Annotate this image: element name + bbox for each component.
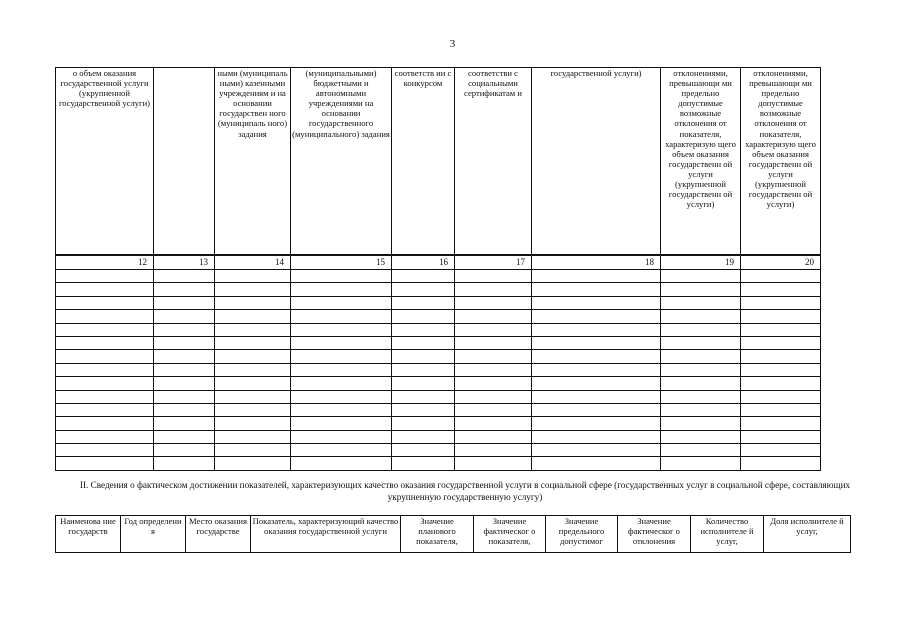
table-row [56,336,821,349]
empty-cell [741,336,821,349]
empty-cell [455,403,532,416]
empty-cell [56,310,154,323]
empty-cell [56,417,154,430]
empty-cell [741,377,821,390]
empty-cell [455,350,532,363]
empty-cell [154,270,215,283]
empty-cell [291,350,392,363]
empty-cell [56,430,154,443]
header-cell-20: отклонениями, превышающи ми предельно допустимые возможные отклонения от показателя, характеризую щего объем оказания государственн ой услуги (укрупненной государственн ой услуги) [741,68,821,256]
header-limit-value: Значение предельного допустимог [546,516,618,553]
empty-cell [392,336,455,349]
empty-cell [532,377,661,390]
empty-cell [56,336,154,349]
empty-cell [661,296,741,309]
empty-cell [56,390,154,403]
empty-cell [455,270,532,283]
table-row [56,283,821,296]
empty-cell [532,390,661,403]
empty-cell [741,270,821,283]
header-cell-12: о объем оказания государственной услуги (укрупненной государственной услуги) [56,68,154,256]
column-number: 16 [392,255,455,270]
empty-cell [661,430,741,443]
empty-cell [291,417,392,430]
table-row [56,390,821,403]
empty-cell [215,336,291,349]
table-row [56,363,821,376]
empty-cell [455,296,532,309]
column-number: 14 [215,255,291,270]
column-number: 20 [741,255,821,270]
empty-cell [392,350,455,363]
empty-cell [215,417,291,430]
empty-cell [215,270,291,283]
empty-cell [661,390,741,403]
table-row [56,350,821,363]
table-row [56,444,821,457]
table2-header-row [56,516,851,553]
quality-indicators-table [55,515,851,553]
empty-cell [741,323,821,336]
empty-cell [392,430,455,443]
empty-cell [56,363,154,376]
empty-cell [661,310,741,323]
empty-cell [455,363,532,376]
header-cell-18: государственной услуги) [532,68,661,256]
empty-cell [154,336,215,349]
empty-cell [154,377,215,390]
empty-cell [215,430,291,443]
volume-indicators-table [55,67,821,471]
header-actual-value: Значение фактическог о показателя, [474,516,546,553]
empty-cell [215,323,291,336]
empty-cell [661,336,741,349]
empty-cell [56,283,154,296]
page-number: 3 [449,38,456,50]
header-year: Год определени я [121,516,186,553]
column-number: 19 [661,255,741,270]
header-cell-16: соответств ии с конкурсом [392,68,455,256]
table1-header-row [56,68,821,256]
empty-cell [215,403,291,416]
empty-cell [392,296,455,309]
empty-cell [455,336,532,349]
empty-cell [154,390,215,403]
empty-cell [661,417,741,430]
empty-cell [56,323,154,336]
header-planned-value: Значение планового показателя, [401,516,474,553]
empty-cell [741,430,821,443]
empty-cell [154,323,215,336]
table-row [56,403,821,416]
empty-cell [661,444,741,457]
empty-cell [532,336,661,349]
empty-cell [455,444,532,457]
empty-cell [392,323,455,336]
header-cell-15: (муниципальными) бюджетными и автономными учреждениями на основании государственного (муниципального) задания [291,68,392,256]
empty-cell [291,444,392,457]
empty-cell [661,350,741,363]
empty-cell [741,390,821,403]
header-cell-14: ными (муниципаль ными) казенными учреждениям и на основании государствен ного (муниципаль ного) задания [215,68,291,256]
empty-cell [291,336,392,349]
header-cell-13 [154,68,215,256]
empty-cell [455,457,532,470]
empty-cell [291,430,392,443]
empty-cell [455,390,532,403]
header-service-name: Наименова ние государств [56,516,121,553]
empty-cell [661,283,741,296]
header-place: Место оказания государстве [186,516,251,553]
empty-cell [215,350,291,363]
empty-cell [532,444,661,457]
empty-cell [392,417,455,430]
empty-cell [392,403,455,416]
empty-cell [532,296,661,309]
empty-cell [291,270,392,283]
empty-cell [154,363,215,376]
empty-cell [154,403,215,416]
empty-cell [741,310,821,323]
empty-cell [392,457,455,470]
empty-cell [291,296,392,309]
table-row [56,323,821,336]
empty-cell [532,283,661,296]
empty-cell [661,457,741,470]
table-row [56,430,821,443]
empty-cell [741,296,821,309]
header-executors-count: Количество исполнителе й услуг, [691,516,764,553]
empty-cell [661,377,741,390]
table-row [56,457,821,470]
empty-cell [532,417,661,430]
empty-cell [532,457,661,470]
empty-cell [154,283,215,296]
empty-cell [392,363,455,376]
empty-cell [392,283,455,296]
table-row [56,310,821,323]
empty-cell [154,296,215,309]
header-executors-share: Доля исполнителе й услуг, [764,516,851,553]
empty-cell [56,377,154,390]
column-number: 17 [455,255,532,270]
empty-cell [661,363,741,376]
empty-cell [455,417,532,430]
empty-cell [455,323,532,336]
empty-cell [291,390,392,403]
empty-cell [661,323,741,336]
empty-cell [455,283,532,296]
column-number: 18 [532,255,661,270]
empty-cell [392,444,455,457]
empty-cell [154,417,215,430]
empty-cell [291,457,392,470]
empty-cell [392,310,455,323]
empty-cell [741,363,821,376]
empty-cell [154,457,215,470]
empty-cell [392,390,455,403]
column-number: 13 [154,255,215,270]
empty-cell [291,310,392,323]
empty-cell [215,457,291,470]
header-actual-deviation: Значение фактическог о отклонения [618,516,691,553]
empty-cell [215,296,291,309]
empty-cell [455,377,532,390]
table-row [56,377,821,390]
empty-cell [532,323,661,336]
empty-cell [741,444,821,457]
empty-cell [291,363,392,376]
empty-cell [56,403,154,416]
empty-cell [741,283,821,296]
empty-cell [532,310,661,323]
empty-cell [532,363,661,376]
empty-cell [215,283,291,296]
empty-cell [56,296,154,309]
column-number: 12 [56,255,154,270]
column-number: 15 [291,255,392,270]
header-cell-17: соответстви с социальными сертификатам и [455,68,532,256]
empty-cell [56,457,154,470]
empty-cell [741,417,821,430]
empty-cell [215,310,291,323]
empty-cell [661,270,741,283]
header-cell-19: отклонениями, превышающи ми предельно допустимые возможные отклонения от показателя, характеризую щего объем оказания государственн ой услуги (укрупненной государственн ой услуги) [661,68,741,256]
empty-cell [532,350,661,363]
empty-cell [291,323,392,336]
column-number-row [56,255,821,270]
empty-cell [291,403,392,416]
empty-cell [56,350,154,363]
section-2-title: II. Сведения о фактическом достижении показателей, характеризующих качество оказания государственной услуги в социальной сфере (государственных услуг в социальной сфере, составляющих укрупненную государственную услугу) [79,480,851,502]
empty-cell [215,377,291,390]
empty-cell [532,270,661,283]
empty-cell [215,444,291,457]
empty-cell [741,403,821,416]
empty-cell [532,430,661,443]
empty-cell [154,444,215,457]
table-row [56,296,821,309]
empty-cell [154,310,215,323]
empty-cell [392,270,455,283]
empty-cell [154,430,215,443]
empty-cell [455,310,532,323]
empty-cell [661,403,741,416]
empty-cell [215,363,291,376]
empty-cell [291,377,392,390]
header-quality-indicator: Показатель, характеризующий качество оказания государственной услуги [251,516,401,553]
empty-cell [392,377,455,390]
empty-cell [215,390,291,403]
empty-cell [56,444,154,457]
table-row [56,417,821,430]
empty-cell [741,350,821,363]
empty-cell [291,283,392,296]
empty-cell [154,350,215,363]
empty-cell [532,403,661,416]
table-row [56,270,821,283]
empty-cell [741,457,821,470]
empty-cell [56,270,154,283]
empty-cell [455,430,532,443]
